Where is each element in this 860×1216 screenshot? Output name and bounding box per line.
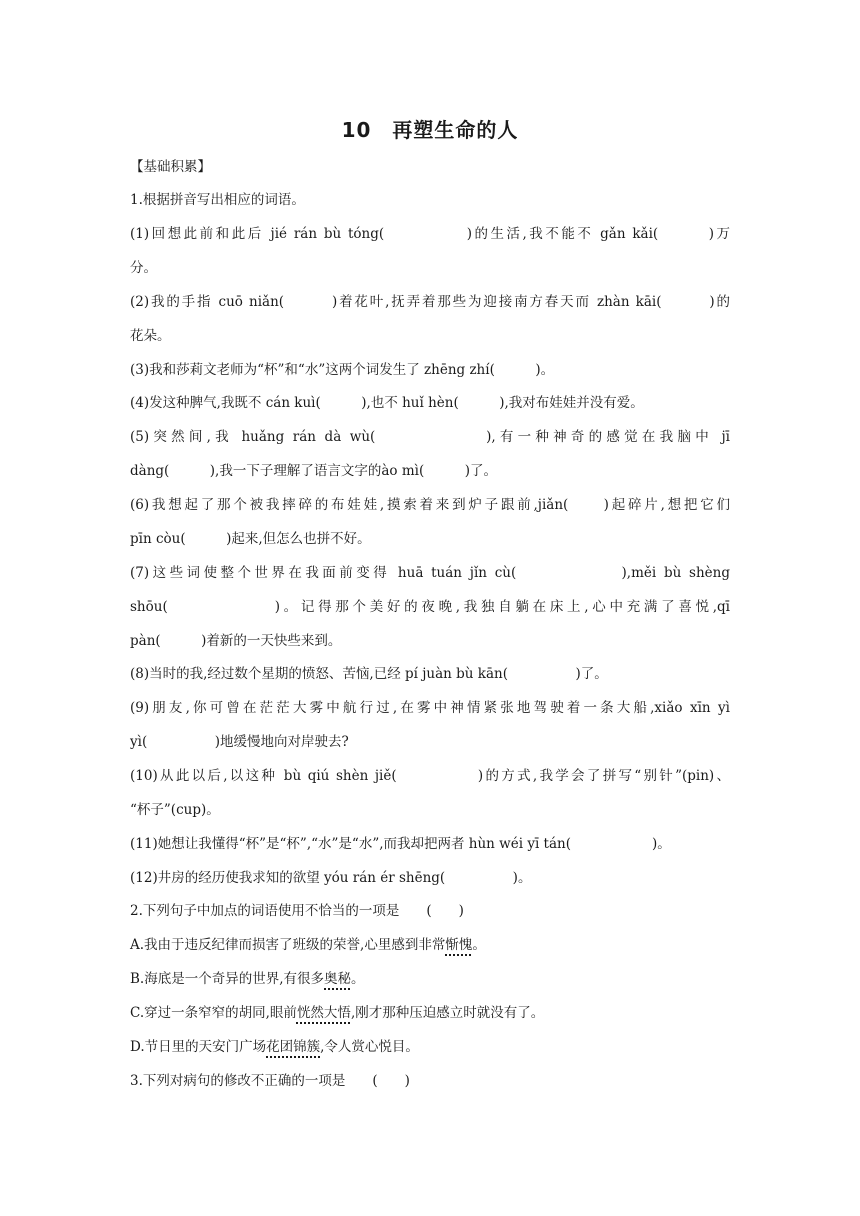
option-text: C.穿过一条窄窄的胡同,眼前 xyxy=(130,1005,297,1021)
q1-line: 花朵。 xyxy=(130,328,171,344)
q1-line: pàn( )着新的一天快些来到。 xyxy=(130,633,342,649)
option-text: B.海底是一个奇异的世界,有很多 xyxy=(130,971,325,987)
q1-line: (9)朋友,你可曾在茫茫大雾中航行过,在雾中神情紧张地驾驶着一条大船,xiǎo xīn yì xyxy=(130,700,730,716)
q1-line: (5)突然间,我 huǎng rán dà wù( ),有一种神奇的感觉在我脑中 jī xyxy=(130,429,730,445)
q1-line: (2)我的手指 cuō niǎn( )着花叶,抚弄着那些为迎接南方春天而 zhàn kāi( )的 xyxy=(130,294,730,310)
dotted-word: 恍然大悟 xyxy=(296,1005,351,1021)
q1-line: pīn còu( )起来,但怎么也拼不好。 xyxy=(130,531,371,547)
option-text: D.节日里的天安门广场 xyxy=(130,1039,267,1055)
option-text: ,刚才那种压迫感立时就没有了。 xyxy=(350,1005,545,1021)
q1-line: (7)这些词使整个世界在我面前变得 huā tuán jǐn cù( ),měi bù shèng xyxy=(130,565,730,581)
question-3-stem: 3.下列对病句的修改不正确的一项是 ( ) xyxy=(130,1073,410,1089)
q1-line: (1)回想此前和此后 jié rán bù tóng( )的生活,我不能不 gǎn kǎi( )万 xyxy=(130,226,730,242)
option-text: A.我由于违反纪律而损害了班级的荣誉,心里感到非常 xyxy=(130,937,446,953)
q1-line: (3)我和莎莉文老师为“杯”和“水”这两个词发生了 zhēng zhí( )。 xyxy=(130,362,555,378)
q2-option-a xyxy=(130,935,730,955)
question-2-stem: 2.下列句子中加点的词语使用不恰当的一项是 ( ) xyxy=(130,903,464,919)
dotted-word: 奥秘 xyxy=(324,971,352,987)
q2-option-b xyxy=(130,969,730,989)
q1-line: (11)她想让我懂得“杯”是“杯”,“水”是“水”,而我却把两者 hùn wéi yī tán( )。 xyxy=(130,836,671,852)
question-1-stem: 1.根据拼音写出相应的词语。 xyxy=(130,192,305,208)
dotted-word: 惭愧 xyxy=(445,937,473,953)
q1-line: (6)我想起了那个被我摔碎的布娃娃,摸索着来到炉子跟前,jiǎn( )起碎片,想把它们 xyxy=(130,497,730,513)
option-text: 。 xyxy=(472,937,486,953)
section-heading: 【基础积累】 xyxy=(130,159,211,175)
q2-option-d xyxy=(130,1037,730,1057)
option-text: 。 xyxy=(351,971,365,987)
q1-line: yì( )地缓慢地向对岸驶去? xyxy=(130,734,349,750)
q1-line: (8)当时的我,经过数个星期的愤怒、苦恼,已经 pí juàn bù kān( )了。 xyxy=(130,666,608,682)
option-text: ,令人赏心悦目。 xyxy=(320,1039,419,1055)
q1-line: shōu( )。记得那个美好的夜晚,我独自躺在床上,心中充满了喜悦,qī xyxy=(130,599,730,615)
q1-line: “杯子”(cup)。 xyxy=(130,802,220,818)
q1-line: 分。 xyxy=(130,260,157,276)
q1-line: dàng( ),我一下子理解了语言文字的ào mì( )了。 xyxy=(130,463,497,479)
q1-line: (4)发这种脾气,我既不 cán kuì( ),也不 huǐ hèn( ),我对布娃娃并没有爱。 xyxy=(130,395,644,411)
q1-line: (10)从此以后,以这种 bù qiú shèn jiě( )的方式,我学会了拼写“别针”(pin)、 xyxy=(130,768,730,784)
q1-line: (12)井房的经历使我求知的欲望 yóu rán ér shēng( )。 xyxy=(130,870,532,886)
page-title: 10 再塑生命的人 xyxy=(341,118,519,142)
dotted-word: 花团锦簇 xyxy=(266,1039,321,1055)
q2-option-c xyxy=(130,1003,730,1023)
